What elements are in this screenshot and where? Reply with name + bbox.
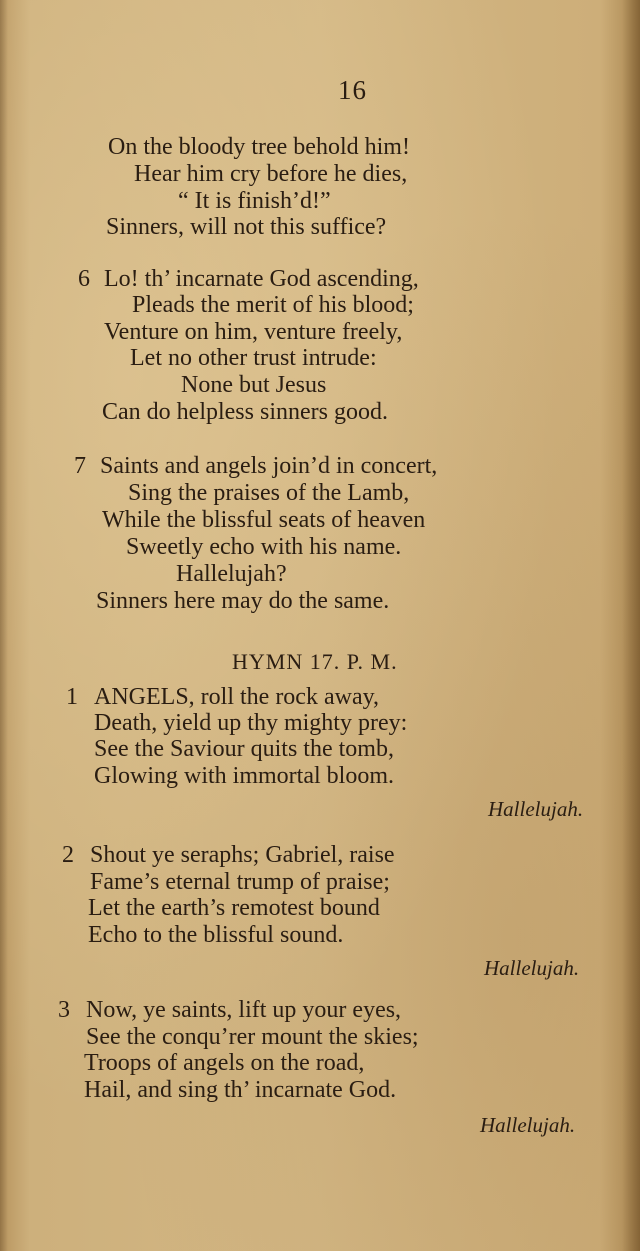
verse-line: Let no other trust intrude: <box>130 345 377 371</box>
verse-line: Can do helpless sinners good. <box>102 399 388 425</box>
verse-line: Sing the praises of the Lamb, <box>128 480 410 506</box>
verse-line: See the conqu’rer mount the skies; <box>86 1024 419 1050</box>
stanza-number: 3 <box>58 997 70 1023</box>
verse-line: Pleads the merit of his blood; <box>132 292 414 318</box>
stanza-number: 6 <box>78 266 90 292</box>
verse-line: Sinners, will not this suffice? <box>106 214 387 240</box>
verse-line: Let the earth’s remotest bound <box>88 895 380 921</box>
refrain: Hallelujah. <box>484 956 580 980</box>
verse-line: Lo! th’ incarnate God ascending, <box>104 266 419 292</box>
verse-line: Saints and angels join’d in concert, <box>100 453 438 479</box>
verse-line: Sinners here may do the same. <box>96 588 390 614</box>
verse-line: On the bloody tree behold him! <box>108 134 410 160</box>
verse-line: Death, yield up thy mighty prey: <box>94 710 408 736</box>
verse-line: Sweetly echo with his name. <box>126 534 402 560</box>
refrain: Hallelujah. <box>480 1113 576 1137</box>
verse-line: Venture on him, venture freely, <box>104 319 403 345</box>
stanza-number: 7 <box>74 453 86 479</box>
refrain: Hallelujah. <box>488 797 584 821</box>
verse-line: Fame’s eternal trump of praise; <box>90 869 390 895</box>
page-number: 16 <box>338 75 367 105</box>
verse-line: Hear him cry before he dies, <box>134 161 408 187</box>
verse-line: Hail, and sing th’ incarnate God. <box>84 1077 397 1103</box>
stanza-number: 1 <box>66 684 78 710</box>
verse-line: Hallelujah? <box>176 561 287 587</box>
verse-line: “ It is finish’d!” <box>178 188 331 214</box>
verse-line: Now, ye saints, lift up your eyes, <box>86 997 402 1023</box>
page-edge-shadow-left <box>0 0 8 1251</box>
verse-line: Shout ye seraphs; Gabriel, raise <box>90 842 395 868</box>
verse-line: While the blissful seats of heaven <box>102 507 426 533</box>
page-edge-shadow-right <box>622 0 640 1251</box>
stanza-number: 2 <box>62 842 74 868</box>
verse-line: See the Saviour quits the tomb, <box>94 736 394 762</box>
verse-line: None but Jesus <box>181 372 327 398</box>
verse-line: Troops of angels on the road, <box>84 1050 365 1076</box>
verse-line: ANGELS, roll the rock away, <box>94 684 380 710</box>
verse-line: Glowing with immortal bloom. <box>94 763 394 789</box>
verse-line: Echo to the blissful sound. <box>88 922 344 948</box>
hymn-heading: HYMN 17. P. M. <box>232 649 398 674</box>
